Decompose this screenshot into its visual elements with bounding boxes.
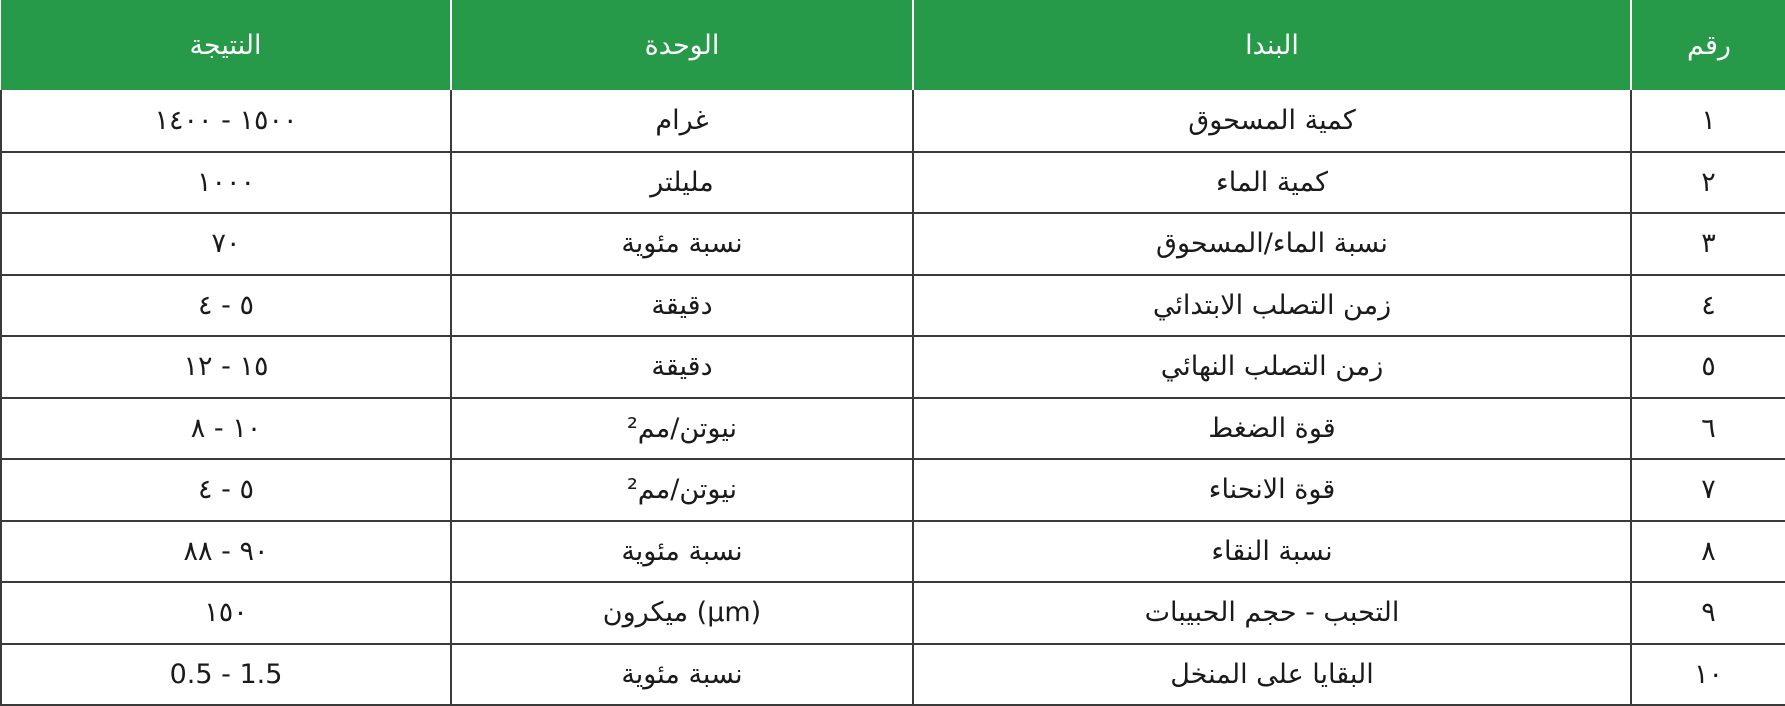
- cell-result: ١٠ - ٨: [1, 398, 451, 460]
- cell-result: ١٥٠٠ - ١٤٠٠: [1, 90, 451, 152]
- cell-item: كمية الماء: [913, 152, 1631, 214]
- table-row: [1, 644, 1785, 706]
- cell-item: زمن التصلب النهائي: [913, 336, 1631, 398]
- table-row: [1, 336, 1785, 398]
- cell-unit: (µm) ميكرون: [451, 582, 913, 644]
- cell-item: البقايا على المنخل: [913, 644, 1631, 706]
- cell-result: ١٥ - ١٢: [1, 336, 451, 398]
- cell-unit: نيوتن/مم²: [451, 398, 913, 460]
- cell-unit: نسبة مئوية: [451, 213, 913, 275]
- cell-item: نسبة الماء/المسحوق: [913, 213, 1631, 275]
- cell-unit: غرام: [451, 90, 913, 152]
- cell-number: ١٠: [1631, 644, 1785, 706]
- table-row: [1, 521, 1785, 583]
- cell-number: ٤: [1631, 275, 1785, 337]
- cell-item: كمية المسحوق: [913, 90, 1631, 152]
- cell-unit: دقيقة: [451, 275, 913, 337]
- cell-number: ٨: [1631, 521, 1785, 583]
- cell-item: التحبب - حجم الحبيبات: [913, 582, 1631, 644]
- cell-result: ٥ - ٤: [1, 275, 451, 337]
- cell-number: ١: [1631, 90, 1785, 152]
- table-row: [1, 275, 1785, 337]
- table-body: [1, 90, 1785, 705]
- cell-result: ٥ - ٤: [1, 459, 451, 521]
- header-result: النتيجة: [1, 0, 451, 90]
- cell-item: قوة الضغط: [913, 398, 1631, 460]
- cell-unit: نسبة مئوية: [451, 521, 913, 583]
- header-row: [1, 0, 1785, 90]
- cell-result: ٧٠: [1, 213, 451, 275]
- cell-result: ١٥٠: [1, 582, 451, 644]
- header-item: البندا: [913, 0, 1631, 90]
- table-row: [1, 213, 1785, 275]
- cell-item: زمن التصلب الابتدائي: [913, 275, 1631, 337]
- cell-unit: دقيقة: [451, 336, 913, 398]
- cell-number: ٢: [1631, 152, 1785, 214]
- cell-result: ١٠٠٠: [1, 152, 451, 214]
- cell-item: قوة الانحناء: [913, 459, 1631, 521]
- header-number: رقم: [1631, 0, 1785, 90]
- cell-number: ٥: [1631, 336, 1785, 398]
- cell-result: 1.5 - 0.5: [1, 644, 451, 706]
- table-row: [1, 459, 1785, 521]
- table-row: [1, 398, 1785, 460]
- header-unit: الوحدة: [451, 0, 913, 90]
- cell-item: نسبة النقاء: [913, 521, 1631, 583]
- table-header: [1, 0, 1785, 90]
- cell-result: ٩٠ - ٨٨: [1, 521, 451, 583]
- cell-number: ٧: [1631, 459, 1785, 521]
- cell-number: ٩: [1631, 582, 1785, 644]
- cell-number: ٣: [1631, 213, 1785, 275]
- cell-unit: نسبة مئوية: [451, 644, 913, 706]
- table-row: [1, 152, 1785, 214]
- table-row: [1, 90, 1785, 152]
- table-row: [1, 582, 1785, 644]
- cell-number: ٦: [1631, 398, 1785, 460]
- cell-unit: مليلتر: [451, 152, 913, 214]
- cell-unit: نيوتن/مم²: [451, 459, 913, 521]
